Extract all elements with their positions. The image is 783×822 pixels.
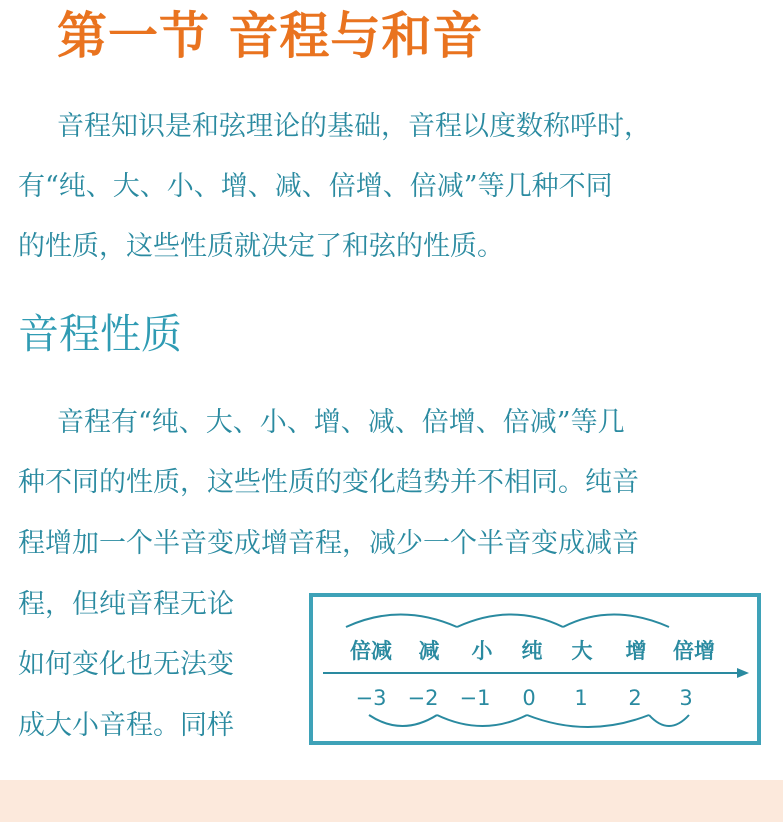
footer-band (0, 780, 783, 822)
label-perfect: 纯 (521, 639, 543, 663)
tick-minus-1: −1 (459, 686, 491, 710)
arc-top-3 (563, 615, 669, 628)
body-line-5: 如何变化也无法变 (18, 649, 234, 680)
body-line-4: 程，但纯音程无论 (18, 589, 234, 620)
label-major: 大 (571, 639, 593, 663)
tick-minus-2: −2 (407, 686, 439, 710)
subsection-title: 音程性质 (18, 310, 182, 358)
tick-0: 0 (522, 686, 536, 710)
body-line-1: 音程有“纯、大、小、增、减、倍增、倍减”等几 (57, 407, 625, 438)
arc-bottom-3 (527, 715, 649, 727)
body-line-2: 种不同的性质，这些性质的变化趋势并不相同。纯音 (18, 467, 639, 498)
arc-bottom-2 (437, 715, 527, 726)
tick-3: 3 (679, 686, 693, 710)
arc-bottom-4 (649, 715, 689, 726)
number-line-arrow (737, 668, 749, 678)
label-doubly-diminished: 倍减 (350, 639, 392, 663)
tick-1: 1 (574, 686, 588, 710)
label-doubly-augmented: 倍增 (673, 639, 715, 663)
label-augmented: 增 (625, 639, 647, 663)
body-line-6: 成大小音程。同样 (18, 710, 234, 741)
arc-bottom-1 (369, 715, 437, 726)
arc-top-1 (346, 615, 457, 628)
intro-line-1: 音程知识是和弦理论的基础，音程以度数称呼时， (57, 111, 651, 142)
label-minor: 小 (471, 639, 493, 663)
arc-top-2 (457, 615, 563, 628)
interval-arcs (313, 597, 757, 741)
intro-line-3: 的性质，这些性质就决定了和弦的性质。 (18, 231, 504, 262)
interval-quality-diagram (309, 593, 761, 745)
label-diminished: 减 (418, 639, 440, 663)
intro-line-2: 有“纯、大、小、增、减、倍增、倍减”等几种不同 (18, 171, 613, 202)
section-title: 第一节 音程与和音 (57, 6, 484, 65)
body-line-3: 程增加一个半音变成增音程，减少一个半音变成减音 (18, 528, 639, 559)
tick-minus-3: −3 (355, 686, 387, 710)
tick-2: 2 (628, 686, 642, 710)
